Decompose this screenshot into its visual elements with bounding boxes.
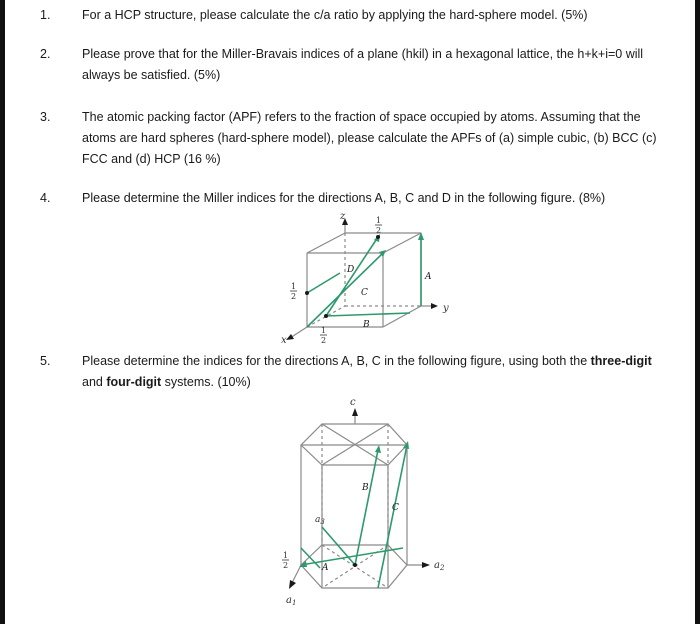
lattice-point: [353, 563, 357, 567]
fraction-left-numerator: 1: [291, 282, 297, 291]
axis-y-label: y: [443, 303, 449, 314]
a1-axis-arrowhead: [289, 580, 296, 589]
question-text: Please determine the indices for the directions A, B, C in the following figure, using both the three-digit and four-digit systems. (10%): [82, 354, 652, 389]
bold-three-digit: three-digit: [590, 354, 652, 368]
question-number: 4.: [40, 191, 51, 205]
direction-B-arrowhead: [375, 445, 381, 453]
axis-c-label: c: [350, 397, 356, 408]
question-text: For a HCP structure, please calculate the c/a ratio by applying the hard-sphere model. (5%): [82, 8, 588, 22]
question-text: The atomic packing factor (APF) refers to the fraction of space occupied by atoms. Assuming that the atoms are hard spheres (hard-sphere model), please calculate the APFs of (a) simple cubic, (b) BCC (c) FCC and (d) HCP (16 %): [82, 110, 657, 166]
a2-axis-arrowhead: [422, 562, 430, 568]
label-C: C: [361, 288, 368, 298]
question-number: 3.: [40, 110, 51, 124]
bold-four-digit: four-digit: [106, 375, 162, 389]
c-axis-arrowhead: [352, 408, 358, 416]
hexagonal-prism-edges: [292, 414, 424, 588]
fraction-left-denominator: 2: [283, 561, 289, 570]
label-B: B: [363, 320, 370, 330]
question-text: Please determine the Miller indices for the directions A, B, C and D in the following figure. (8%): [82, 191, 606, 205]
direction-C-vector: [378, 445, 407, 588]
direction-A-arrowhead: [299, 561, 307, 567]
question-number: 1.: [40, 8, 51, 22]
question-number: 5.: [40, 354, 51, 368]
fraction-left-numerator: 1: [283, 551, 289, 560]
label-C: C: [392, 503, 399, 513]
fraction-bottom-denominator: 2: [321, 336, 327, 345]
axis-a3-label: $a_3$: [315, 515, 325, 526]
fraction-left-denominator: 2: [291, 292, 297, 301]
label-A: A: [322, 563, 329, 573]
axis-z-label: z: [340, 211, 346, 222]
label-A: A: [425, 272, 432, 282]
axis-a1-label: $a_1$: [286, 595, 297, 607]
direction-B-vector: [355, 450, 378, 565]
axis-a2-label: $a_2$: [434, 560, 445, 572]
axis-x-label: x: [281, 335, 287, 346]
fraction-bottom-numerator: 1: [321, 326, 327, 335]
label-D: D: [347, 265, 355, 275]
label-B: B: [362, 483, 369, 493]
fraction-top-numerator: 1: [376, 216, 382, 225]
question-text: Please prove that for the Miller-Bravais indices of a plane (hkil) in a hexagonal lattice, the h+k+i=0 will always be satisfied. (5%): [82, 47, 644, 82]
question-number: 2.: [40, 47, 51, 61]
fraction-top-denominator: 2: [376, 226, 382, 235]
